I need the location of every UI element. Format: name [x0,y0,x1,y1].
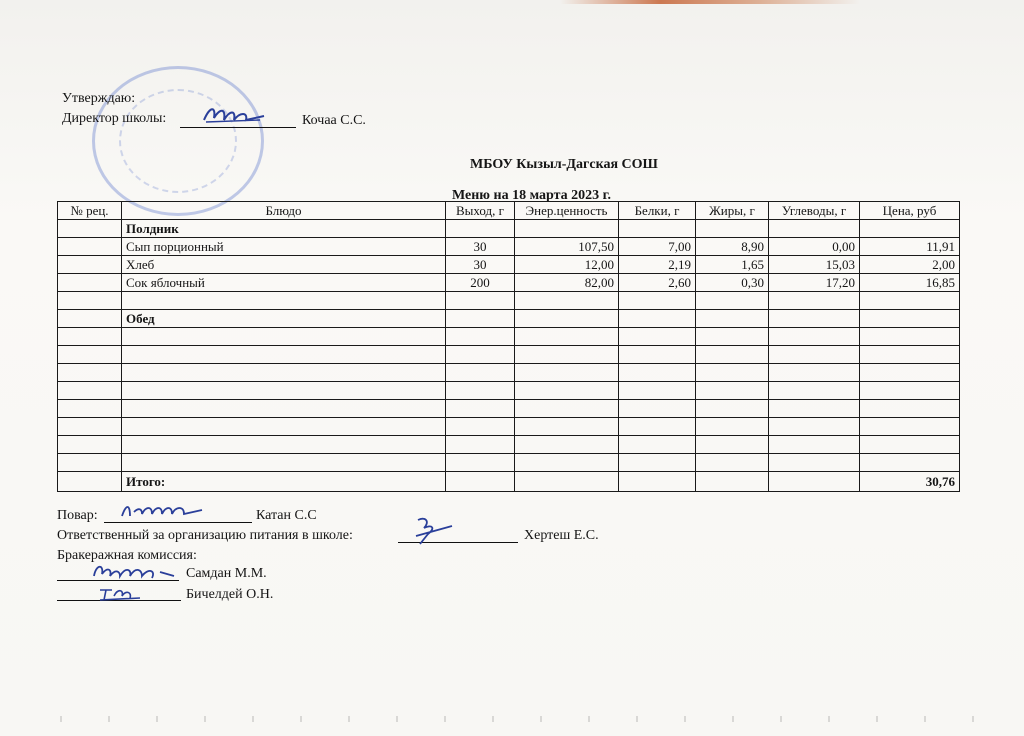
dish-fat: 8,90 [696,238,769,256]
column-header: Выход, г [446,202,515,220]
dish-fat: 1,65 [696,256,769,274]
column-header: № рец. [58,202,122,220]
table-row [58,454,960,472]
total-label: Итого: [122,472,446,492]
dish-protein: 2,19 [619,256,696,274]
dish-protein: 7,00 [619,238,696,256]
column-header: Углеводы, г [769,202,860,220]
table-row [58,436,960,454]
column-header: Белки, г [619,202,696,220]
table-row [58,310,960,328]
menu-table [57,201,960,492]
dish-carbs: 17,20 [769,274,860,292]
column-header: Энер.ценность [515,202,619,220]
dish-energy: 82,00 [515,274,619,292]
dish-price: 2,00 [860,256,960,274]
cook-label: Повар: [57,508,98,523]
dish-qty: 200 [446,274,515,292]
dish-carbs: 0,00 [769,238,860,256]
table-row [58,292,960,310]
table-row [58,364,960,382]
director-signature [200,102,270,128]
commission-label: Бракеражная комиссия: [57,548,197,563]
dish-qty: 30 [446,238,515,256]
table-row [58,418,960,436]
column-header: Жиры, г [696,202,769,220]
dish-protein: 2,60 [619,274,696,292]
table-row [58,238,960,256]
table-row [58,328,960,346]
table-row [58,256,960,274]
section-poldnik: Полдник [122,220,446,238]
dish-energy: 12,00 [515,256,619,274]
dish-name: Хлеб [122,256,446,274]
total-row [58,472,960,492]
dish-name: Сып порционный [122,238,446,256]
section-obed: Обед [122,310,446,328]
responsible-name: Хертеш Е.С. [524,528,599,543]
paper-edge-mark [560,0,860,4]
cook-signature [118,500,208,522]
member2-name: Бичелдей О.Н. [186,587,274,602]
dish-energy: 107,50 [515,238,619,256]
cook-name: Катан С.С [256,508,317,523]
responsible-signature [410,514,460,548]
table-header-row [58,202,960,220]
table-row [58,220,960,238]
dish-carbs: 15,03 [769,256,860,274]
director-label: Директор школы: [62,111,167,126]
school-name: МБОУ Кызыл-Дагская СОШ [470,157,658,172]
column-header: Цена, руб [860,202,960,220]
dish-name: Сок яблочный [122,274,446,292]
scan-artifact-dots [60,716,1000,722]
dish-fat: 0,30 [696,274,769,292]
member2-signature [96,582,146,604]
responsible-label: Ответственный за организацию питания в школе: [57,528,353,543]
approve-label: Утверждаю: [62,91,136,106]
table-row [58,274,960,292]
table-row [58,400,960,418]
dish-qty: 30 [446,256,515,274]
member1-name: Самдан М.М. [186,566,267,581]
school-stamp [92,66,264,216]
table-row [58,346,960,364]
member1-signature [90,560,180,584]
cook-signature-line [104,522,252,523]
director-name: Кочаа С.С. [302,113,366,128]
column-header: Блюдо [122,202,446,220]
dish-price: 16,85 [860,274,960,292]
dish-price: 11,91 [860,238,960,256]
total-value: 30,76 [860,472,960,492]
menu-title: Меню на 18 марта 2023 г. [452,188,611,203]
table-row [58,382,960,400]
